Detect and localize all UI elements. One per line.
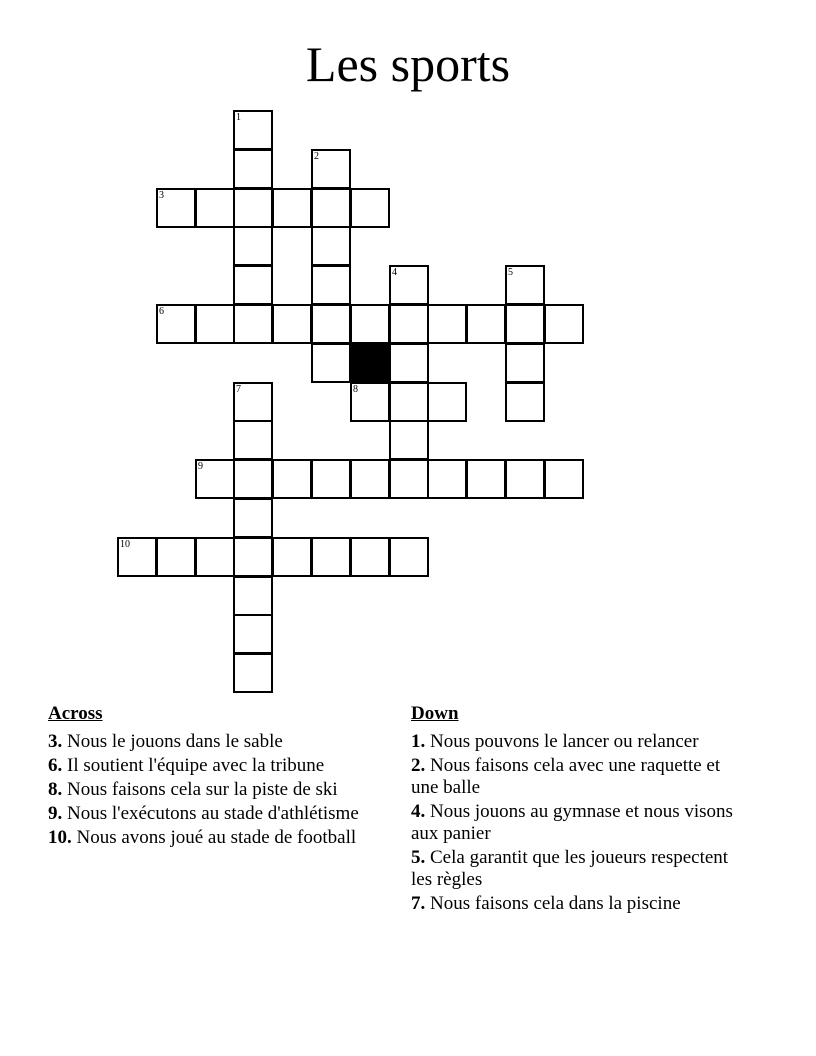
crossword-cell[interactable]	[389, 420, 429, 460]
crossword-cell[interactable]	[311, 304, 351, 344]
clue-down-1	[411, 731, 751, 753]
cell-number: 7	[236, 384, 241, 395]
crossword-cell[interactable]	[233, 498, 273, 538]
crossword-cell[interactable]	[544, 304, 584, 344]
crossword-cell[interactable]	[195, 459, 235, 499]
cell-number: 8	[353, 384, 358, 395]
across-heading: Across	[48, 703, 103, 724]
clue-text: Nous l'exécutons au stade d'athlétisme	[67, 803, 359, 824]
crossword-cell[interactable]	[350, 537, 390, 577]
crossword-cell[interactable]	[272, 188, 312, 228]
cell-number: 5	[508, 267, 513, 278]
crossword-cell[interactable]	[233, 188, 273, 228]
clue-text: Nous jouons au gymnase et nous visons aux panier	[411, 801, 733, 844]
cell-number: 1	[236, 112, 241, 123]
crossword-cell[interactable]	[233, 304, 273, 344]
crossword-cell[interactable]	[233, 265, 273, 305]
clue-text: Il soutient l'équipe avec la tribune	[67, 755, 325, 776]
crossword-cell[interactable]	[156, 304, 196, 344]
crossword-cell[interactable]	[233, 576, 273, 616]
across-clues	[48, 703, 378, 851]
crossword-cell[interactable]	[350, 188, 390, 228]
crossword-cell[interactable]	[195, 304, 235, 344]
crossword-cell[interactable]	[156, 537, 196, 577]
clue-number: 9.	[48, 803, 63, 824]
down-heading: Down	[411, 703, 459, 724]
crossword-cell[interactable]	[156, 188, 196, 228]
clue-number: 6.	[48, 755, 63, 776]
crossword-cell[interactable]	[311, 149, 351, 189]
crossword-cell[interactable]	[544, 459, 584, 499]
crossword-cell[interactable]	[466, 459, 506, 499]
clue-down-2	[411, 755, 751, 799]
crossword-cell[interactable]	[389, 304, 429, 344]
crossword-cell[interactable]	[233, 110, 273, 150]
crossword-cell[interactable]	[311, 226, 351, 266]
crossword-cell[interactable]	[233, 537, 273, 577]
clue-text: Nous faisons cela avec une raquette et une balle	[411, 755, 721, 798]
crossword-cell[interactable]	[233, 420, 273, 460]
clue-text: Nous faisons cela sur la piste de ski	[67, 779, 338, 800]
crossword-cell[interactable]	[233, 382, 273, 422]
crossword-cell[interactable]	[233, 653, 273, 693]
cell-number: 3	[159, 190, 164, 201]
crossword-cell[interactable]	[389, 265, 429, 305]
clue-text: Nous avons joué au stade de football	[76, 827, 357, 848]
clue-text: Nous le jouons dans le sable	[67, 731, 283, 752]
clue-number: 1.	[411, 731, 426, 752]
crossword-cell[interactable]	[195, 188, 235, 228]
clue-number: 10.	[48, 827, 72, 848]
crossword-cell[interactable]	[505, 343, 545, 383]
crossword-cell[interactable]	[311, 265, 351, 305]
crossword-cell[interactable]	[427, 382, 467, 422]
clue-across-10	[48, 827, 378, 849]
crossword-cell[interactable]	[272, 459, 312, 499]
clue-text: Cela garantit que les joueurs respectent les règles	[411, 847, 729, 890]
crossword-cell[interactable]	[233, 459, 273, 499]
clue-number: 5.	[411, 847, 426, 868]
clue-across-8	[48, 779, 378, 801]
page-title: Les sports	[305, 36, 511, 92]
crossword-cell[interactable]	[311, 537, 351, 577]
clue-across-6	[48, 755, 378, 777]
crossword-cell[interactable]	[272, 304, 312, 344]
crossword-cell[interactable]	[233, 226, 273, 266]
crossword-cell[interactable]	[466, 304, 506, 344]
clue-across-9	[48, 803, 378, 825]
crossword-cell[interactable]	[311, 343, 351, 383]
crossword-cell[interactable]	[389, 537, 429, 577]
clue-across-3	[48, 731, 378, 753]
crossword-cell[interactable]	[350, 304, 390, 344]
crossword-grid	[117, 110, 584, 693]
crossword-cell[interactable]	[505, 382, 545, 422]
clue-down-4	[411, 801, 751, 845]
clue-number: 2.	[411, 755, 426, 776]
clue-number: 3.	[48, 731, 63, 752]
clue-down-7	[411, 893, 751, 915]
crossword-cell[interactable]	[195, 537, 235, 577]
crossword-cell[interactable]	[505, 304, 545, 344]
crossword-cell[interactable]	[427, 304, 467, 344]
blocked-cell	[350, 343, 390, 383]
crossword-cell[interactable]	[427, 459, 467, 499]
crossword-cell[interactable]	[389, 382, 429, 422]
clue-number: 8.	[48, 779, 63, 800]
cell-number: 10	[120, 539, 130, 550]
clue-number: 4.	[411, 801, 426, 822]
clue-text: Nous faisons cela dans la piscine	[430, 893, 681, 914]
cell-number: 9	[198, 461, 203, 472]
crossword-cell[interactable]	[233, 614, 273, 654]
crossword-cell[interactable]	[505, 265, 545, 305]
cell-number: 2	[314, 151, 319, 162]
crossword-cell[interactable]	[350, 459, 390, 499]
crossword-cell[interactable]	[389, 343, 429, 383]
clue-down-5	[411, 847, 751, 891]
clue-number: 7.	[411, 893, 426, 914]
crossword-cell[interactable]	[389, 459, 429, 499]
cell-number: 6	[159, 306, 164, 317]
crossword-cell[interactable]	[117, 537, 157, 577]
down-clues	[411, 703, 751, 917]
crossword-cell[interactable]	[311, 188, 351, 228]
crossword-cell[interactable]	[311, 459, 351, 499]
crossword-cell[interactable]	[233, 149, 273, 189]
crossword-cell[interactable]	[505, 459, 545, 499]
crossword-cell[interactable]	[272, 537, 312, 577]
crossword-cell[interactable]	[350, 382, 390, 422]
clue-text: Nous pouvons le lancer ou relancer	[430, 731, 699, 752]
cell-number: 4	[392, 267, 397, 278]
